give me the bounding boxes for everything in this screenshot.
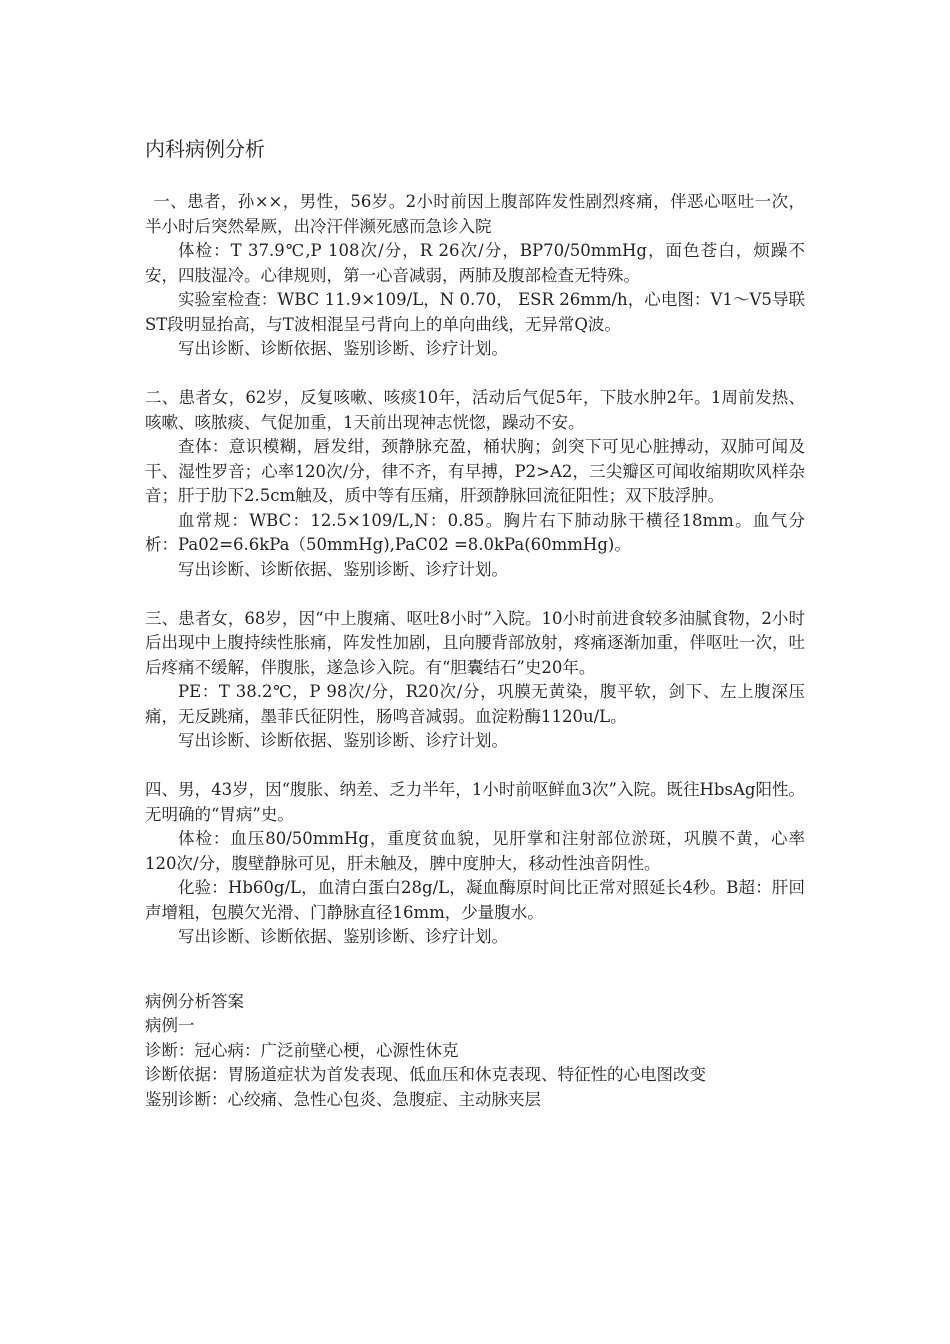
case-1	[145, 190, 805, 362]
case-4-lab: 化验：Hb60g/L，血清白蛋白28g/L，凝血酶原时间比正常对照延长4秒。B超：肝回声增粗，包膜欠光滑、门静脉直径16mm，少量腹水。	[145, 878, 805, 922]
case-2	[145, 386, 805, 582]
case-3-history: 三、患者女，68岁，因“中上腹痛、呕吐8小时”入院。10小时前进食较多油腻食物，2小时后出现中上腹持续性胀痛，阵发性加剧，且向腰背部放射，疼痛逐渐加重，伴呕吐一次，吐后疼痛不缓解，伴腹胀，遂急诊入院。有“胆囊结石”史20年。	[145, 608, 805, 677]
document-page	[145, 132, 805, 1112]
case-3-task: 写出诊断、诊断依据、鉴别诊断、诊疗计划。	[178, 731, 508, 750]
case-2-exam: 查体：意识模糊，唇发绀，颈静脉充盈，桶状胸；剑突下可见心脏搏动，双肺可闻及干、湿性罗音；心率120次/分，律不齐，有早搏，P2>A2，三尖瓣区可闻收缩期吹风样杂音；肝于肋下2.5cm触及，质中等有压痛，肝颈静脉回流征阳性；双下肢浮肿。	[145, 437, 805, 505]
answer-heading: 病例分析答案	[145, 991, 244, 1011]
case-1-task: 写出诊断、诊断依据、鉴别诊断、诊疗计划。	[178, 339, 508, 358]
case-3-exam: PE：T 38.2℃，P 98次/分，R20次/分，巩膜无黄染，腹平软，剑下、左上腹深压痛，无反跳痛，墨菲氏征阴性，肠鸣音减弱。血淀粉酶1120u/L。	[145, 682, 805, 726]
case-2-history: 二、患者女，62岁，反复咳嗽、咳痰10年，活动后气促5年，下肢水肿2年。1周前发热、咳嗽、咳脓痰、气促加重，1天前出现神志恍惚，躁动不安。	[145, 388, 805, 432]
case-2-task: 写出诊断、诊断依据、鉴别诊断、诊疗计划。	[178, 559, 508, 579]
answer-diagnosis: 诊断：冠心病：广泛前壁心梗，心源性休克	[145, 1040, 459, 1060]
case-1-lab: 实验室检查：WBC 11.9×109/L，N 0.70， ESR 26mm/h，心电图：V1～V5导联ST段明显抬高，与T波相混呈弓背向上的单向曲线，无异常Q波。	[145, 290, 805, 334]
case-3	[145, 607, 805, 754]
case-2-lab: 血常规：WBC：12.5×109/L,N：0.85。胸片右下肺动脉干横径18mm。血气分析：Pa02=6.6kPa（50mmHg),PaC02 =8.0kPa(60mmHg)。	[145, 510, 805, 554]
case-1-exam: 体检：T 37.9℃,P 108次/分，R 26次/分，BP70/50mmHg，面色苍白，烦躁不安，四肢湿冷。心律规则，第一心音减弱，两肺及腹部检查无特殊。	[145, 241, 805, 285]
spacer	[145, 950, 805, 990]
document-title: 内科病例分析	[145, 137, 265, 161]
spacer	[145, 582, 805, 607]
case-4-exam: 体检：血压80/50mmHg，重度贫血貌，见肝掌和注射部位淤斑，巩膜不黄，心率120次/分，腹壁静脉可见，肝未触及，脾中度肿大，移动性浊音阴性。	[145, 829, 805, 873]
spacer	[145, 754, 805, 779]
answer-basis: 诊断依据：胃肠道症状为首发表现、低血压和休克表现、特征性的心电图改变	[145, 1065, 706, 1084]
case-4-task: 写出诊断、诊断依据、鉴别诊断、诊疗计划。	[178, 927, 508, 946]
case-1-history: 一、患者，孙××，男性，56岁。2小时前因上腹部阵发性剧烈疼痛，伴恶心呕吐一次，半小时后突然晕厥，出冷汗伴濒死感而急诊入院	[145, 192, 805, 236]
case-4-history: 四、男，43岁，因“腹胀、纳差、乏力半年，1小时前呕鲜血3次”入院。既往HbsAg阳性。无明确的“胃病”史。	[145, 780, 805, 824]
spacer	[145, 362, 805, 387]
answer-section	[145, 990, 805, 1113]
answer-differential: 鉴别诊断：心绞痛、急性心包炎、急腹症、主动脉夹层	[145, 1089, 541, 1109]
case-4	[145, 778, 805, 950]
answer-case-title: 病例一	[145, 1016, 195, 1035]
